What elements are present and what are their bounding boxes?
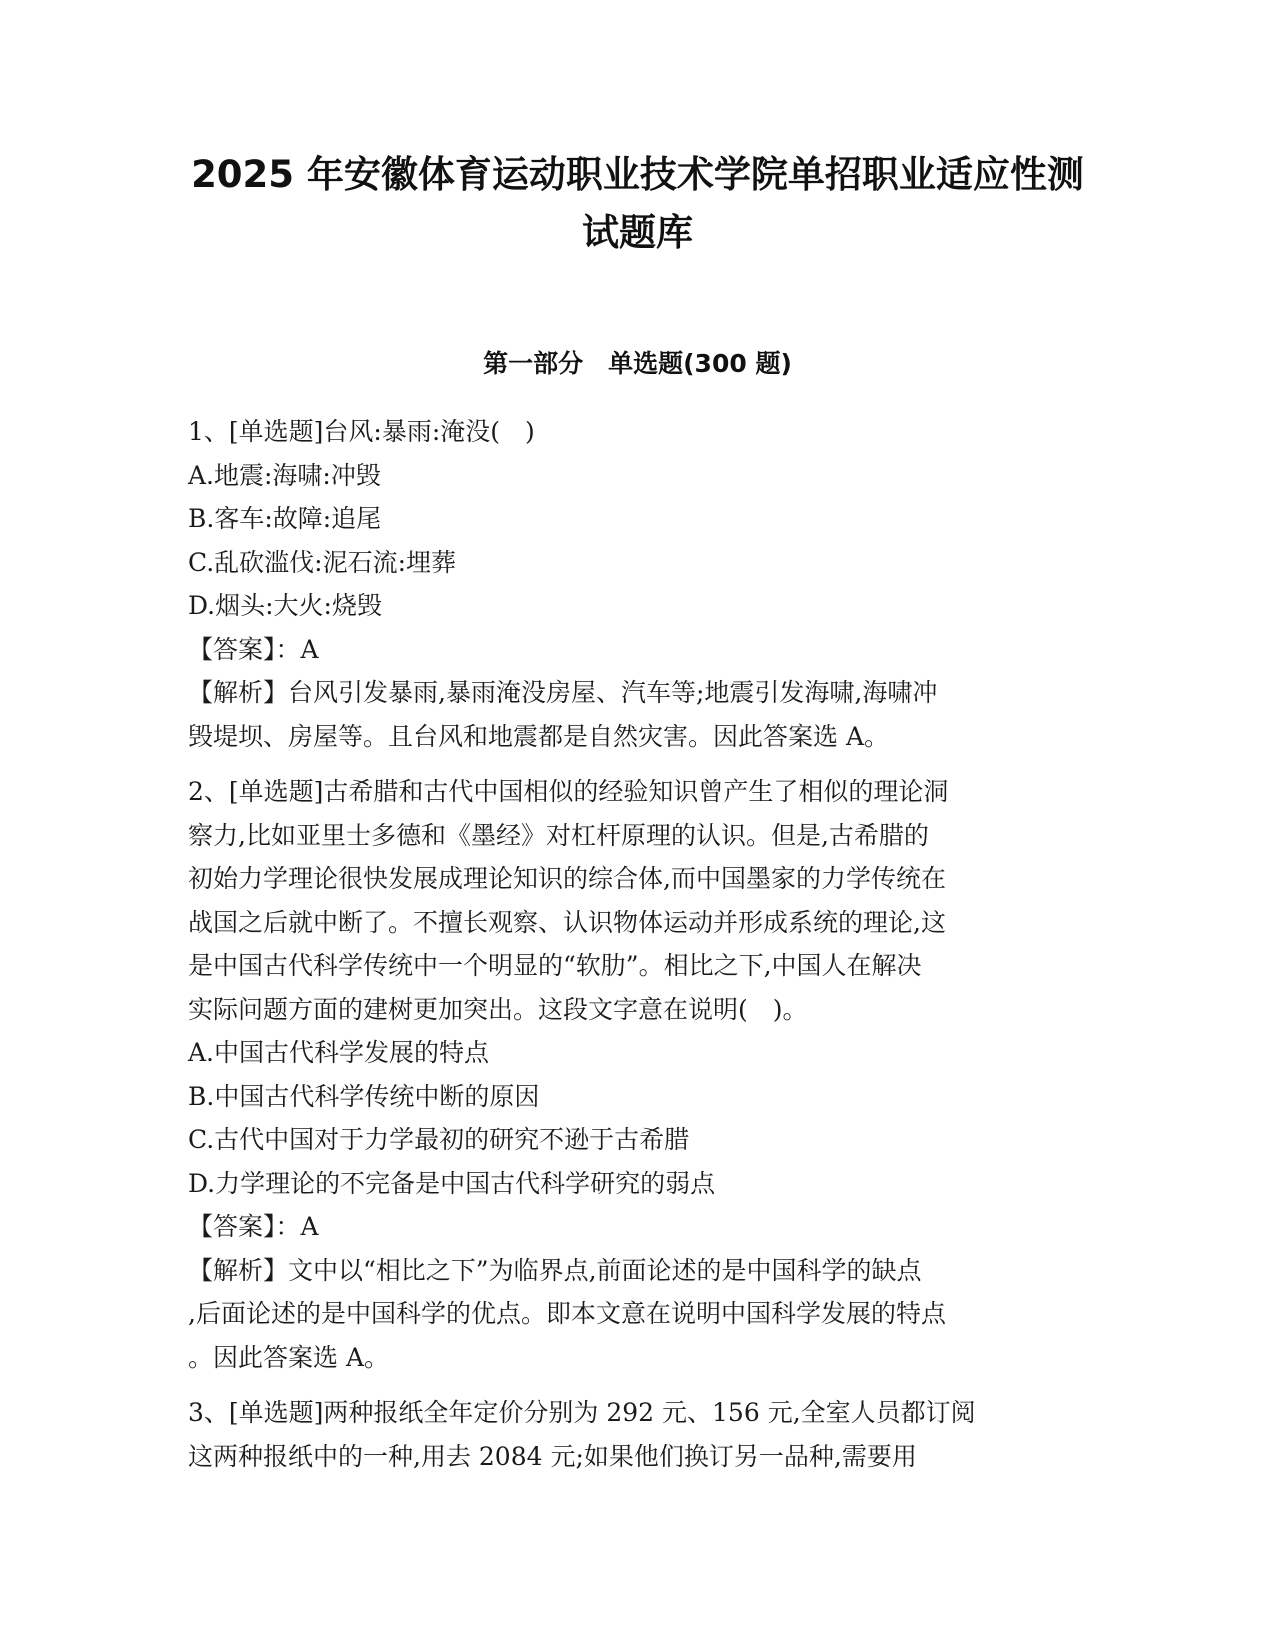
question-2 [188, 770, 1088, 1379]
answer-line: 【答案】：A [188, 634, 319, 664]
question-stem-line: 3、[单选题]两种报纸全年定价分别为 292 元、156 元,全室人员都订阅 [188, 1398, 976, 1427]
analysis-line: 毁堤坝、房屋等。且台风和地震都是自然灾害。因此答案选 A。 [188, 721, 890, 751]
question-list [188, 410, 1088, 1490]
question-3 [188, 1391, 1088, 1478]
analysis-line: 。因此答案选 A。 [188, 1342, 390, 1372]
question-stem-line: 察力,比如亚里士多德和《墨经》对杠杆原理的认识。但是,古希腊的 [188, 820, 929, 850]
section-title: 第一部分 单选题(300 题) [483, 349, 792, 378]
option-a: A.中国古代科学发展的特点 [188, 1038, 490, 1067]
question-stem-line: 2、[单选题]古希腊和古代中国相似的经验知识曾产生了相似的理论洞 [188, 777, 949, 806]
option-d: D.力学理论的不完备是中国古代科学研究的弱点 [188, 1168, 716, 1198]
question-1 [188, 410, 1088, 758]
question-stem-line: 实际问题方面的建树更加突出。这段文字意在说明( )。 [188, 994, 808, 1024]
document-title-line-1: 2025 年安徽体育运动职业技术学院单招职业适应性测 [191, 153, 1084, 196]
question-stem-line: 战国之后就中断了。不擅长观察、认识物体运动并形成系统的理论,这 [188, 907, 946, 937]
answer-line: 【答案】：A [188, 1212, 319, 1241]
option-b: B.中国古代科学传统中断的原因 [188, 1081, 540, 1111]
document-title [140, 146, 1135, 262]
question-stem-line: 初始力学理论很快发展成理论知识的综合体,而中国墨家的力学传统在 [188, 864, 946, 893]
option-c: C.乱砍滥伐:泥石流:埋葬 [188, 547, 457, 577]
analysis-line: 【解析】文中以“相比之下”为临界点,前面论述的是中国科学的缺点 [188, 1255, 922, 1285]
question-stem: 1、[单选题]台风:暴雨:淹没( ) [188, 417, 535, 446]
option-c: C.古代中国对于力学最初的研究不逊于古希腊 [188, 1125, 690, 1154]
question-stem-line: 是中国古代科学传统中一个明显的“软肋”。相比之下,中国人在解决 [188, 951, 922, 980]
analysis-line: ,后面论述的是中国科学的优点。即本文意在说明中国科学发展的特点 [188, 1299, 946, 1328]
analysis-line: 【解析】台风引发暴雨,暴雨淹没房屋、汽车等;地震引发海啸,海啸冲 [188, 678, 938, 707]
option-b: B.客车:故障:追尾 [188, 504, 382, 533]
option-a: A.地震:海啸:冲毁 [188, 460, 381, 490]
option-d: D.烟头:大火:烧毁 [188, 591, 382, 620]
question-stem-line: 这两种报纸中的一种,用去 2084 元;如果他们换订另一品种,需要用 [188, 1441, 917, 1471]
document-title-line-2: 试题库 [582, 211, 693, 254]
